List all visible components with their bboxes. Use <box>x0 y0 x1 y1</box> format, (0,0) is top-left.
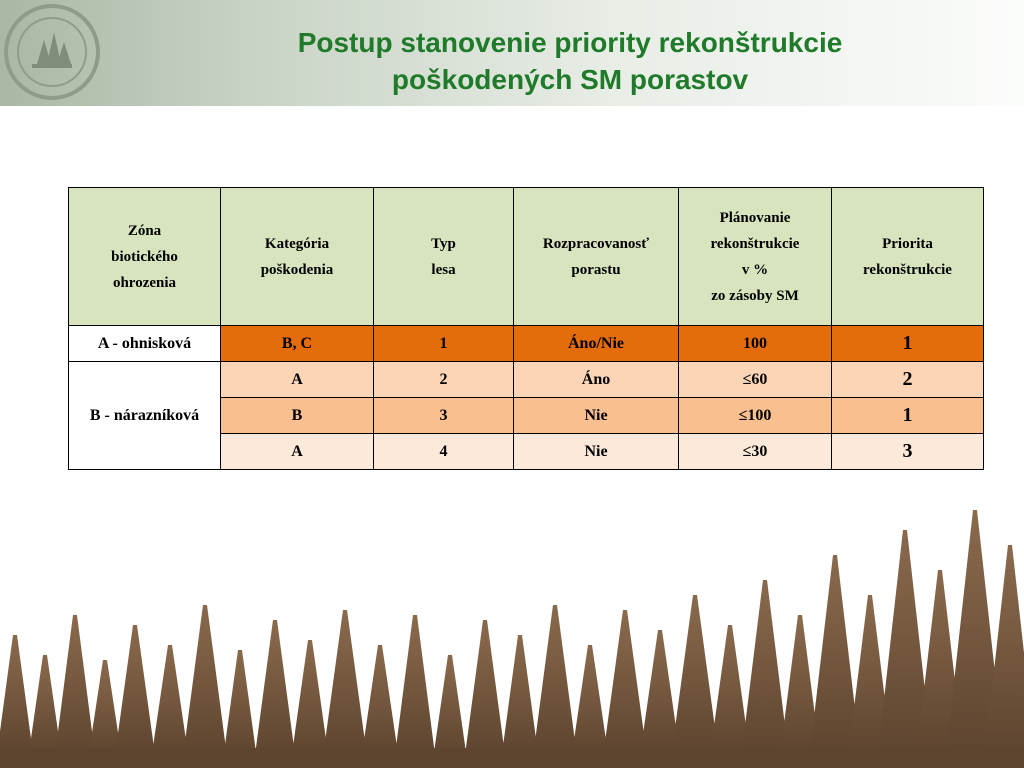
spruce-tree <box>89 660 122 755</box>
spruce-tree <box>671 595 718 755</box>
title-line-1: Postup stanovenie priority rekonštrukcie <box>297 27 843 58</box>
spruce-tree <box>224 650 257 755</box>
header-text: Typ <box>431 235 456 252</box>
priorita-cell: 3 <box>832 434 984 470</box>
header-text: lesa <box>431 261 456 278</box>
spruce-tree <box>55 615 95 755</box>
rozpracovanost-cell: Nie <box>514 434 679 470</box>
spruce-tree <box>741 580 788 755</box>
header-text: Zóna <box>127 222 162 239</box>
spruce-tree <box>362 645 398 755</box>
planovanie-cell: 100 <box>679 326 832 362</box>
spruce-tree <box>255 620 295 755</box>
kategoria-cell: A <box>221 362 374 398</box>
priorita-cell: 1 <box>832 398 984 434</box>
spruce-forest-illustration <box>0 500 1024 768</box>
rozpracovanost-cell: Áno/Nie <box>514 326 679 362</box>
spruce-tree <box>323 610 367 755</box>
header-text: Rozpracovanosť <box>542 235 650 252</box>
spruce-tree <box>502 635 538 755</box>
slide-title <box>130 24 1010 98</box>
spruce-tree <box>572 645 608 755</box>
rozpracovanost-cell: Áno <box>514 362 679 398</box>
priorita-cell: 2 <box>832 362 984 398</box>
col-header-planovanie <box>679 188 832 326</box>
header-text: zo zásoby SM <box>711 287 799 304</box>
spruce-tree <box>29 655 62 755</box>
header-text: Priorita <box>882 235 933 252</box>
header-text: rekonštrukcie <box>710 235 800 252</box>
rozpracovanost-cell: Nie <box>514 398 679 434</box>
spruce-tree <box>465 620 505 755</box>
title-line-2: poškodených SM porastov <box>391 64 749 95</box>
col-header-rozpracovanost <box>514 188 679 326</box>
spruce-tree <box>533 605 577 755</box>
header-row <box>69 188 984 326</box>
planovanie-cell: ≤100 <box>679 398 832 434</box>
forest-institute-seal-icon <box>2 2 102 102</box>
spruce-tree <box>183 605 227 755</box>
zone-cell: A - ohnisková <box>69 326 221 362</box>
table-row <box>69 326 984 362</box>
table-row <box>69 362 984 398</box>
header-text: v % <box>741 261 769 278</box>
header-text: Plánovanie <box>719 209 791 226</box>
header-text: rekonštrukcie <box>863 261 952 278</box>
header-text: biotického <box>111 248 178 265</box>
header-text: poškodenia <box>260 261 334 278</box>
col-header-typ <box>374 188 514 326</box>
spruce-tree <box>152 645 188 755</box>
kategoria-cell: B <box>221 398 374 434</box>
kategoria-cell: B, C <box>221 326 374 362</box>
header-text: ohrozenia <box>112 274 177 291</box>
spruce-tree <box>292 640 328 755</box>
spruce-tree <box>395 615 435 755</box>
priorita-cell: 1 <box>832 326 984 362</box>
spruce-tree <box>115 625 155 755</box>
col-header-kategoria <box>221 188 374 326</box>
priority-table <box>68 187 984 470</box>
zone-cell: B - nárazníková <box>69 362 221 470</box>
col-header-zona <box>69 188 221 326</box>
header-text: porastu <box>571 261 621 278</box>
kategoria-cell: A <box>221 434 374 470</box>
header-text: Kategória <box>264 235 330 252</box>
planovanie-cell: ≤60 <box>679 362 832 398</box>
planovanie-cell: ≤30 <box>679 434 832 470</box>
col-header-priorita <box>832 188 984 326</box>
typ-cell: 3 <box>374 398 514 434</box>
typ-cell: 2 <box>374 362 514 398</box>
spruce-tree <box>434 655 467 755</box>
typ-cell: 4 <box>374 434 514 470</box>
spruce-tree <box>603 610 647 755</box>
spruce-tree <box>0 635 33 755</box>
typ-cell: 1 <box>374 326 514 362</box>
